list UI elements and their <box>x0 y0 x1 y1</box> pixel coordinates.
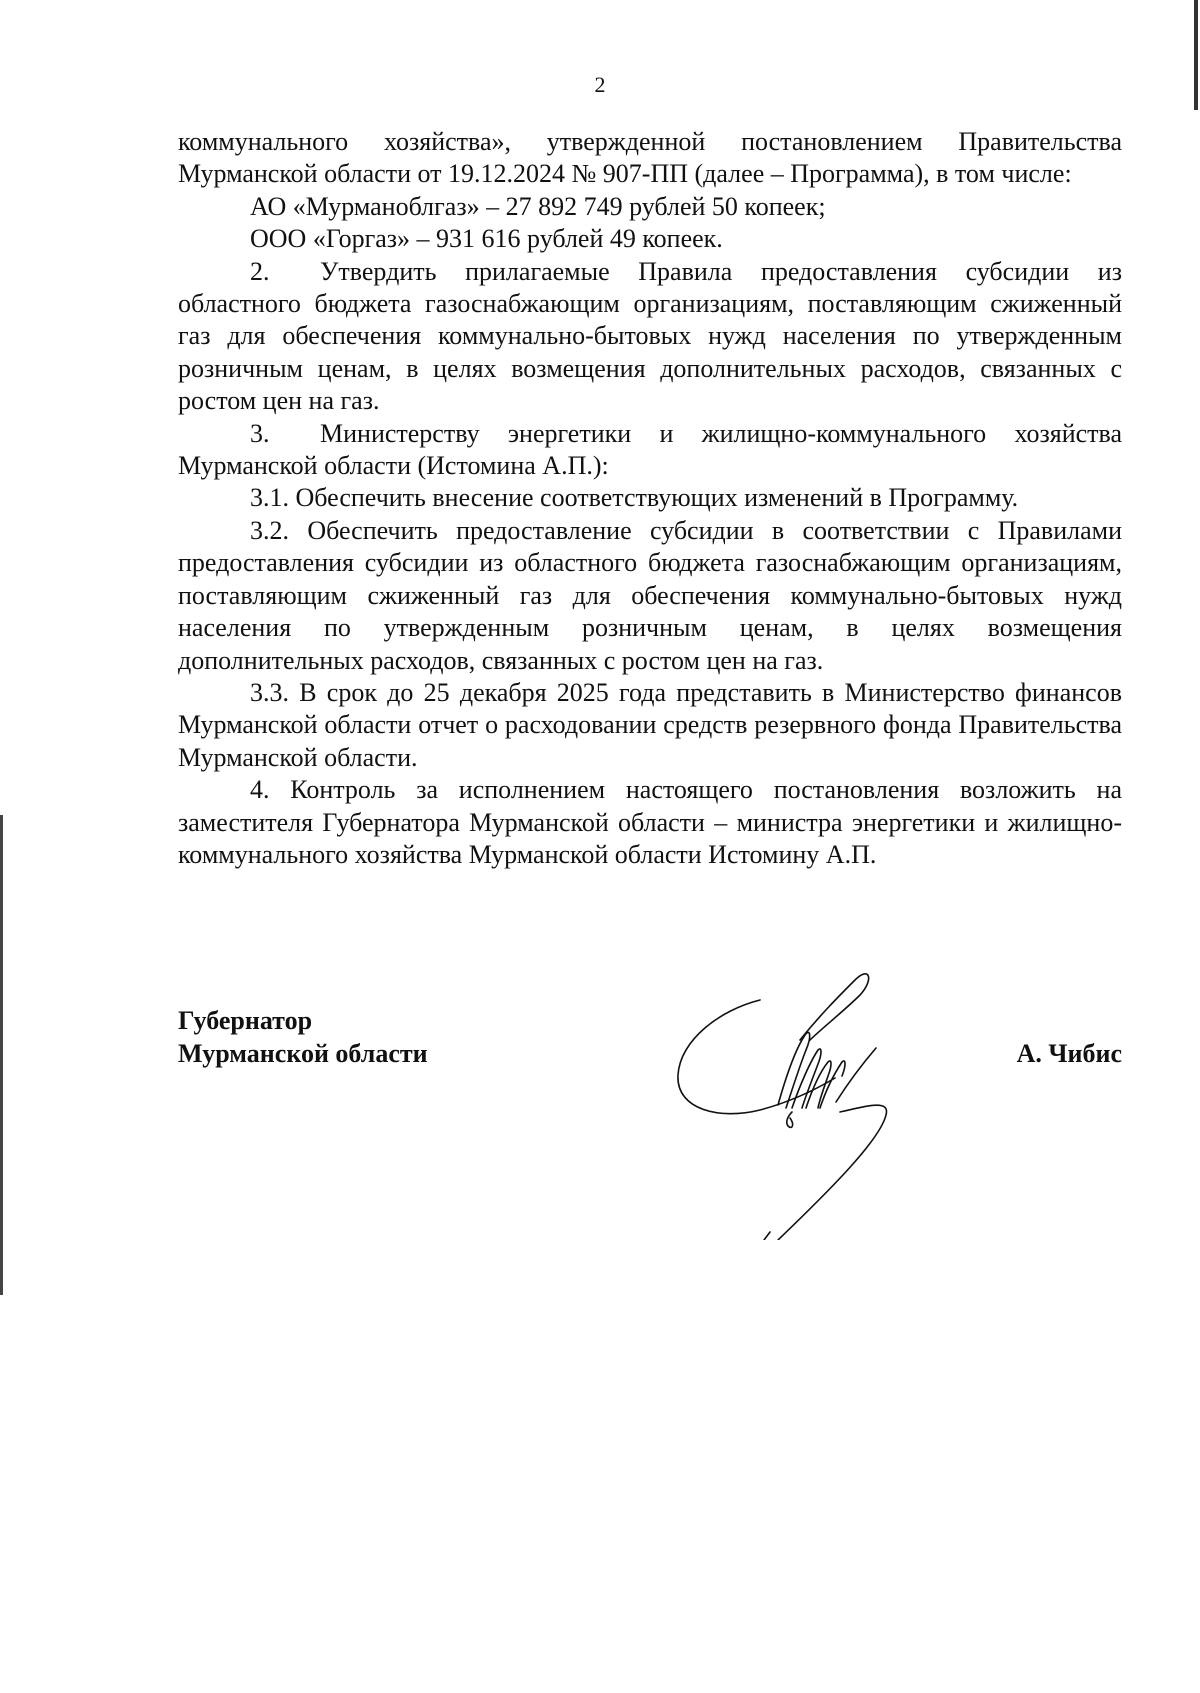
signatory-name: А. Чибис <box>1016 1039 1122 1068</box>
paragraph-item-3-3: 3.3. В срок до 25 декабря 2025 года представить в Министерство финансов Мурманской области отчет о расходовании средств резервного фонда Правительства Мурманской области. <box>178 677 1122 772</box>
signatory-title-line1: Губернатор <box>178 1006 313 1035</box>
paragraph-program-reference: коммунального хозяйства», утвержденной постановлением Правительства Мурманской области от 19.12.2024 № 907-ПП (далее – Программа), в том числе: <box>178 127 1122 189</box>
paragraph-item-4: 4. Контроль за исполнением настоящего постановления возложить на заместителя Губернатора Мурманской области – министра энергетики и жилищно-коммунального хозяйства Мурманской области Истомину А.П. <box>178 775 1122 869</box>
handwritten-signature <box>660 940 960 1240</box>
paragraph-item-3-1: 3.1. Обеспечить внесение соответствующих изменений в Программу. <box>250 483 1019 513</box>
page-number: 2 <box>594 72 606 97</box>
paragraph-item-2 <box>178 256 1122 418</box>
scan-edge-left <box>0 815 3 1295</box>
paragraph-gorgaz-amount: ООО «Горгаз» – 931 616 рублей 49 копеек. <box>250 224 723 254</box>
signatory-title-line2: Мурманской области <box>178 1039 428 1068</box>
signature-block <box>178 1004 1122 1070</box>
item-text: Утвердить прилагаемые Правила предоставления субсидии из областного бюджета газоснабжающим организациям, поставляющим сжиженный газ для обеспечения коммунально-бытовых нужд населения по утвержденным розничным ценам, в целях возмещения дополнительных расходов, связанных с ростом цен на газ. <box>178 256 1122 416</box>
paragraph-item-3 <box>178 418 1122 483</box>
paragraph-murmanoblgaz-amount: АО «Мурманоблгаз» – 27 892 749 рублей 50 копеек; <box>250 191 826 221</box>
item-number: 3. <box>250 418 270 448</box>
paragraph-item-3-2: 3.2. Обеспечить предоставление субсидии в соответствии с Правилами предоставления субсидии из областного бюджета газоснабжающим организациям, поставляющим сжиженный газ для обеспечения коммунально-бытовых нужд населения по утвержденным розничным ценам, в целях возмещения дополнительных расходов, связанных с ростом цен на газ. <box>178 515 1122 675</box>
item-text: Министерству энергетики и жилищно-коммунального хозяйства Мурманской области (Истомина А.П.): <box>178 418 1122 481</box>
item-number: 2. <box>250 256 270 286</box>
document-body <box>178 126 1122 871</box>
